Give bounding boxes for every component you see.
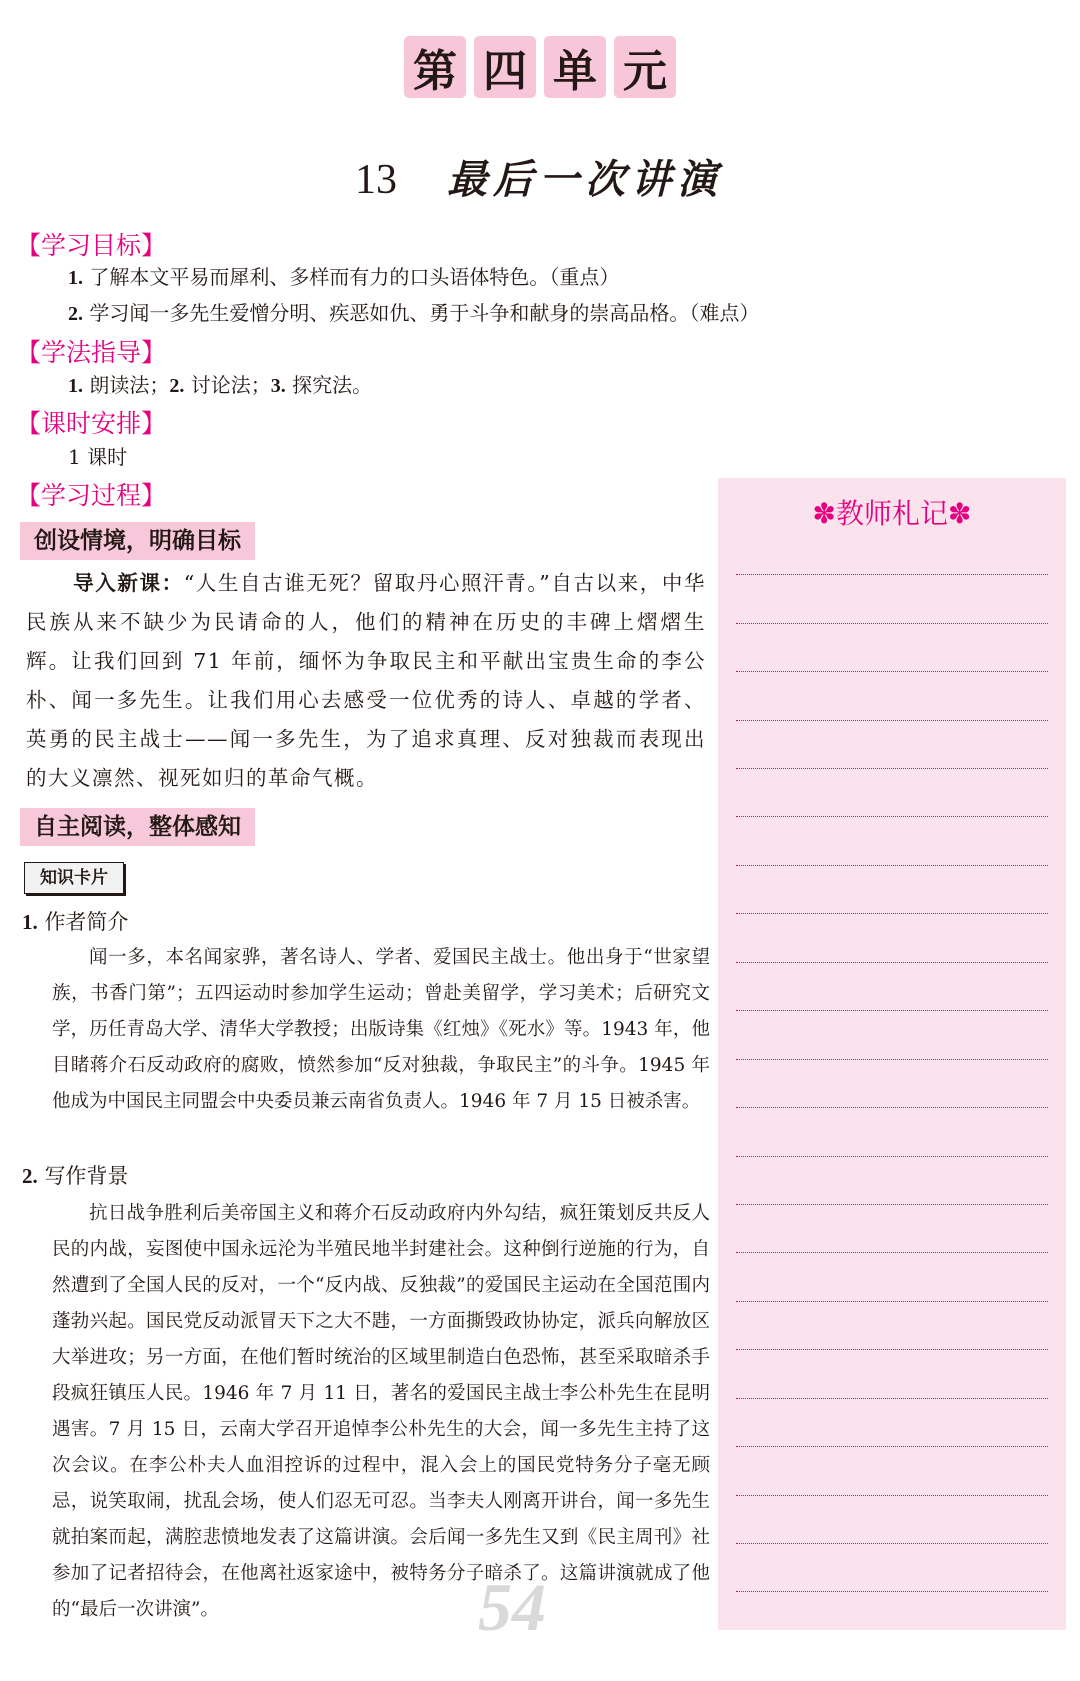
background-heading — [22, 1160, 128, 1190]
method-heading: 【学法指导】 — [16, 338, 167, 367]
goal-text: 了解本文平易而犀利、多样而有力的口头语体特色。（重点） — [89, 265, 620, 289]
method-list — [68, 368, 372, 404]
goal-number: 1. — [68, 267, 83, 289]
notes-line — [736, 816, 1048, 817]
notes-line — [736, 1543, 1048, 1544]
lesson-title — [355, 148, 723, 205]
method-text: 朗读法； — [89, 373, 170, 397]
page-number: 54 — [478, 1569, 546, 1645]
author-paragraph: 闻一多，本名闻家骅，著名诗人、学者、爱国民主战士。他出身于“世家望族，书香门第”；五四运动时参加学生运动；曾赴美留学，学习美术；后研究文学，历任青岛大学、清华大学教授；出版诗集《红烛》《死水》等。1943 年，他目睹蒋介石反动政府的腐败，愤然参加“反对独裁，争取民主”的斗争。1945 年他成为中国民主同盟会中央委员兼云南省负责人。1946 年 7 月 15 日被杀害。 — [52, 947, 710, 1112]
section-band-reading: 自主阅读，整体感知 — [20, 808, 255, 846]
notes-line — [736, 1010, 1048, 1011]
method-text: 讨论法； — [190, 373, 271, 397]
teacher-notes-title: ✽教师札记✽ — [812, 497, 972, 530]
author-heading-text: 作者简介 — [44, 910, 129, 934]
notes-line — [736, 1156, 1048, 1157]
schedule-text: 1 课时 — [68, 445, 128, 469]
goals-heading: 【学习目标】 — [16, 231, 167, 260]
background-paragraph: 抗日战争胜利后美帝国主义和蒋介石反动政府内外勾结，疯狂策划反共反人民的内战，妄图使中国永远沦为半殖民地半封建社会。这种倒行逆施的行为，自然遭到了全国人民的反对，一个“反内战、反独裁”的爱国民主运动在全国范围内蓬勃兴起。国民党反动派冒天下之大不韪，一方面撕毁政协协定，派兵向解放区大举进攻；另一方面，在他们暂时统治的区域里制造白色恐怖，甚至采取暗杀手段疯狂镇压人民。1946 年 7 月 11 日，著名的爱国民主战士李公朴先生在昆明遇害。7 月 15 日，云南大学召开追悼李公朴先生的大会，闻一多先生主持了这次会议。在李公朴夫人血泪控诉的过程中，混入会上的国民党特务分子毫无顾忌，说笑取闹，扰乱会场，使人们忍无可忍。当李夫人刚离开讲台，闻一多先生就拍案而起，满腔悲愤地发表了这篇讲演。会后闻一多先生又到《民主周刊》社参加了记者招待会，在他离社返家途中，被特务分子暗杀了。这篇讲演就成了他的“最后一次讲演”。 — [52, 1203, 710, 1620]
notes-line — [736, 1204, 1048, 1205]
process-heading: 【学习过程】 — [16, 481, 167, 510]
teacher-notes-panel — [718, 478, 1066, 1630]
notes-line — [736, 1398, 1048, 1399]
notes-line — [736, 1301, 1048, 1302]
goal-item — [68, 260, 619, 296]
notes-line — [736, 1252, 1048, 1253]
background-heading-text: 写作背景 — [44, 1164, 129, 1188]
notes-line — [736, 1446, 1048, 1447]
unit-title — [404, 36, 684, 100]
unit-char: 单 — [544, 36, 606, 98]
method-number: 3. — [270, 375, 286, 397]
method-number: 1. — [68, 375, 83, 397]
section-band-situation: 创设情境，明确目标 — [20, 522, 255, 560]
goal-item — [68, 296, 759, 332]
goal-text: 学习闻一多先生爱憎分明、疾恶如仇、勇于斗争和献身的崇高品格。（难点） — [89, 301, 760, 325]
notes-line — [736, 623, 1048, 624]
notes-line — [736, 1349, 1048, 1350]
notes-line — [736, 1107, 1048, 1108]
unit-char: 元 — [614, 36, 676, 98]
knowledge-card-label: 知识卡片 — [24, 862, 124, 894]
schedule-heading: 【课时安排】 — [16, 409, 167, 438]
method-number: 2. — [169, 375, 185, 397]
notes-line — [736, 720, 1048, 721]
author-heading — [22, 906, 128, 936]
notes-line — [736, 768, 1048, 769]
unit-char: 第 — [404, 36, 466, 98]
notes-line — [736, 913, 1048, 914]
notes-line — [736, 962, 1048, 963]
notes-line — [736, 671, 1048, 672]
method-text: 探究法。 — [292, 373, 373, 397]
goal-number: 2. — [68, 303, 83, 325]
notes-line — [736, 1495, 1048, 1496]
notes-line — [736, 1059, 1048, 1060]
lesson-number: 13 — [355, 157, 397, 203]
notes-line — [736, 865, 1048, 866]
notes-line — [736, 574, 1048, 575]
unit-char: 四 — [474, 36, 536, 98]
intro-paragraph — [26, 564, 706, 798]
intro-text: “人生自古谁无死？留取丹心照汗青。”自古以来，中华民族从来不缺少为民请命的人，他们的精神在历史的丰碑上熠熠生辉。让我们回到 71 年前，缅怀为争取民主和平献出宝贵生命的李公朴、闻一多先生。让我们用心去感受一位优秀的诗人、卓越的学者、英勇的民主战士——闻一多先生，为了追求真理、反对独裁而表现出的大义凛然、视死如归的革命气概。 — [26, 571, 706, 790]
notes-line — [736, 1591, 1048, 1592]
author-heading-number: 1. — [22, 910, 38, 934]
background-heading-number: 2. — [22, 1164, 38, 1188]
intro-label: 导入新课： — [73, 571, 184, 595]
lesson-name: 最后一次讲演 — [447, 157, 723, 203]
